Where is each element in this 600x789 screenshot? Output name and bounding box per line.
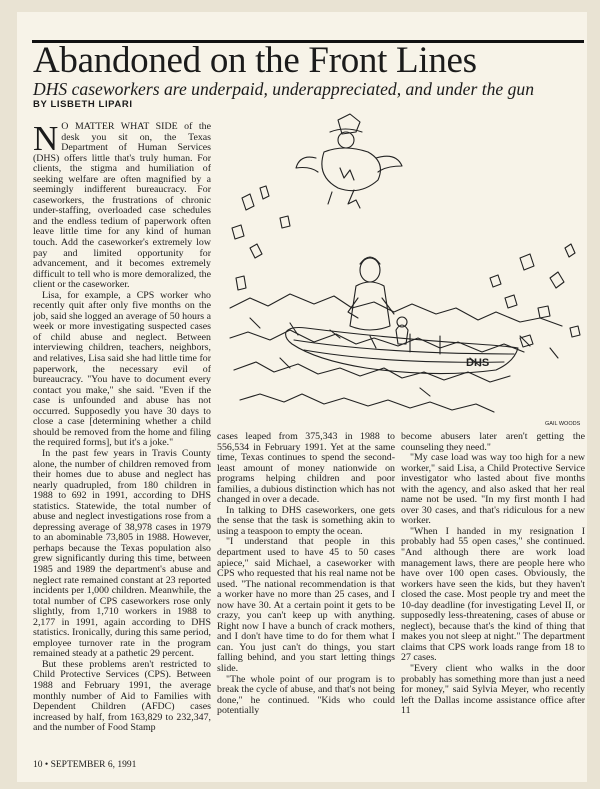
paragraph: become abusers later aren't getting the counseling they need." bbox=[401, 432, 585, 453]
boat-label: DHS bbox=[466, 357, 490, 369]
paragraph: "I understand that people in this department used to have 45 to 50 cases apiece," said Michael, a caseworker with CPS who requested that his real name not be used. "The national recommendation is that a worker have no more than 25 cases, and I now have 30. At a certain point it gets to be crazy, you can't keep up with anything. Right now I have a bunch of crack mothers, and I don't have time to do for them what I can. You just can't do things, you start falling behind, and you start letting things slide. bbox=[217, 536, 395, 675]
paragraph: "My case load was way too high for a new worker," said Lisa, a Child Protective Service investigator who lasted about five months with the agency, and also asked that her real name not be used. "In my first month I had over 30 cases, and that's ridiculous for a new worker. bbox=[401, 452, 585, 527]
byline: BY LISBETH LIPARI bbox=[33, 99, 133, 110]
paragraph: "The whole point of our program is to break the cycle of abuse, and that's not being done," he continued. "Kids who could potentially bbox=[217, 673, 395, 717]
paper-sea bbox=[230, 294, 562, 412]
uncle-sam-eagle-figure bbox=[296, 114, 402, 208]
article-title: Abandoned on the Front Lines bbox=[33, 40, 477, 81]
lead-paragraph bbox=[33, 122, 211, 291]
lead-text: O MATTER WHAT SIDE of the desk you sit on, the Texas Department of Human Services (DHS) offers little that's truly human. For clients, the stigma and humiliation of seeking welfare are often magnified by a seemingly indifferent bureaucracy. For caseworkers, the frustrations of chronic under-staffing, overloaded case schedules and the endless tedium of paperwork often leave little time for any kind of human touch. Add the caseworker's extremely low pay and limited opportunity for advancement, and it becomes extremely difficult to tell who is more demoralized, the client or the caseworker. bbox=[33, 122, 211, 291]
cartoon-credit: GAIL WOODS bbox=[545, 421, 581, 427]
text-column-1 bbox=[33, 122, 211, 772]
page-folio: 10 • SEPTEMBER 6, 1991 bbox=[33, 760, 137, 770]
paragraph: But these problems aren't restricted to Child Protective Services (CPS). Between 1988 and February 1991, the average monthly number of Aid to Families with Dependent Children (AFDC) cases increased by half, from 163,829 to 232,347, and the number of Food Stamp bbox=[33, 658, 211, 734]
paragraph: "Every client who walks in the door probably has something more than just a need for money," said Sylvia Meyer, who recently left the Dallas income assistance office after 11 bbox=[401, 663, 585, 717]
drop-cap: N bbox=[33, 122, 59, 158]
paragraph: "When I handed in my resignation I probably had 55 open cases," she continued. "And although there are work load management laws, there are people here who have over 100 open cases. Obviously, the workers have seen the kids, but they haven't closed the case. Most people try and meet the 10-day deadline (for investigating Level II, or supposedly less-threatening, cases of abuse or neglect), because that's the kind of thing that makes you not sleep at night." The department claims that CPS work loads range from 18 to 27 cases. bbox=[401, 525, 585, 664]
text-column-3 bbox=[401, 432, 585, 772]
editorial-cartoon bbox=[220, 108, 588, 426]
paragraph: Lisa, for example, a CPS worker who recently quit after only five months on the job, said she logged an average of 50 hours a week or more investigating suspected cases of child abuse and neglect. Between interviewing children, teachers, neighbors, and relatives, Lisa said she had little time for paperwork, the necessary evil of bureaucracy. "You have to document every contact you make," she said. "Even if the case is unfounded and abuse has not occurred. Supposedly you have 30 days to close a case [determining whether a child should be removed from the home and filing the required forms], but it's a joke." bbox=[33, 289, 211, 449]
paragraph: In the past few years in Travis County alone, the number of children removed from their homes due to abuse and neglect has nearly quadrupled, from 180 children in 1988 to 692 in 1991, according to DHS statistics. Statewide, the total number of abuse and neglect investigations rose from a depressing average of 38,978 cases in 1979 to an abominable 73,805 in 1988. However, perhaps because the Texas population also grew significantly during this time, between 1985 and 1989 the department's abuse and neglect rate remained constant at 23 reported incidents per 1,000 children. Meanwhile, the total number of CPS caseworkers rose only slightly, from 1,710 workers in 1988 to 2,177 in 1991, again according to DHS statistics. Ironically, during this same period, employee turnover rate in the program remained steady at a pathetic 29 percent. bbox=[33, 447, 211, 660]
paragraph: cases leaped from 375,343 in 1988 to 556,534 in February 1991. Yet at the same time, Texas continues to spend the second-least amount of money nationwide on programs helping children and poor families, a dubious distinction which has not changed in over a decade. bbox=[217, 432, 395, 506]
caseworker-figure bbox=[348, 257, 408, 344]
article-subtitle: DHS caseworkers are underpaid, underappreciated, and under the gun bbox=[33, 79, 535, 99]
text-column-2 bbox=[217, 432, 395, 772]
paragraph: In talking to DHS caseworkers, one gets the sense that the task is something akin to using a teaspoon to empty the ocean. bbox=[217, 504, 395, 537]
flying-papers bbox=[232, 186, 580, 347]
